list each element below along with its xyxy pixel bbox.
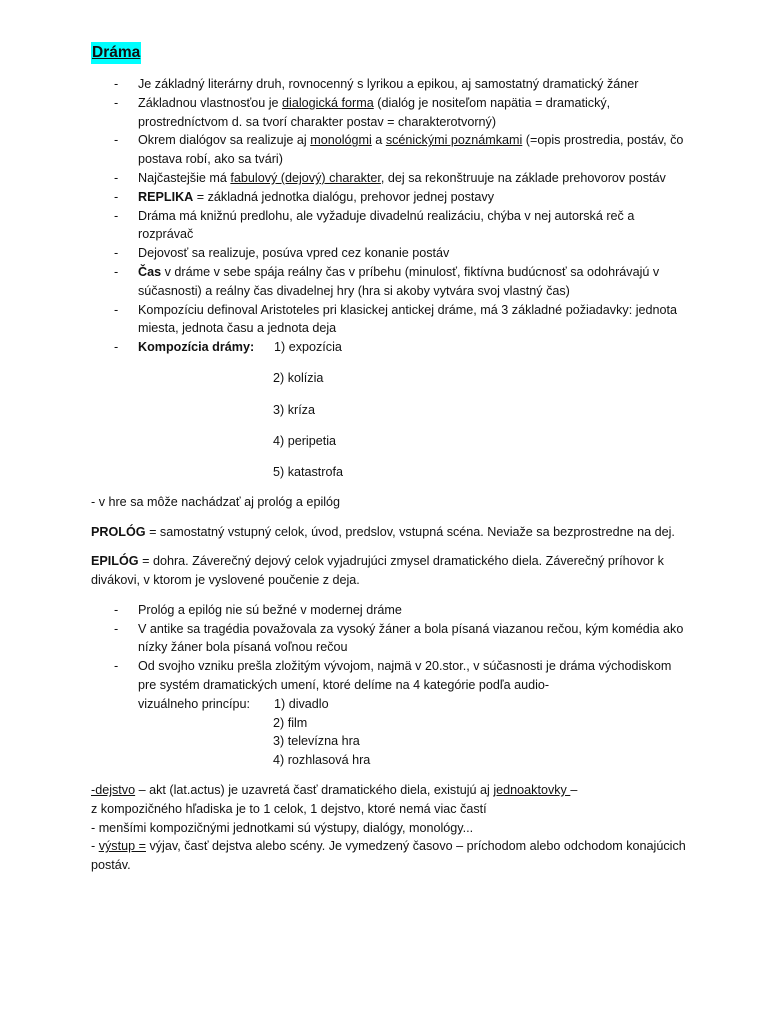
list-item: - V antike sa tragédia považovala za vysoký žáner a bola písaná viazanou rečou, kým komédia ako nízky žáner bola písaná voľnou rečou bbox=[91, 620, 691, 658]
prolog-definition: PROLÓG = samostatný vstupný celok, úvod, predslov, vstupná scéna. Neviaže sa bezprostredne na dej. bbox=[91, 524, 675, 539]
kompozicny-line: z kompozičného hľadiska je to 1 celok, 1 dejstvo, ktoré nemá viac častí bbox=[91, 801, 487, 816]
document-page bbox=[91, 40, 691, 875]
composition-step: 3) kríza bbox=[273, 402, 315, 417]
list-item: - Okrem dialógov sa realizuje aj monológmi a scénickými poznámkami (=opis prostredia, postáv, čo postava robí, ako sa tvári) bbox=[91, 131, 691, 169]
composition-step: 5) katastrofa bbox=[273, 464, 343, 479]
prolog-note: - v hre sa môže nachádzať aj prológ a epilóg bbox=[91, 494, 341, 509]
category-item: 1) divadlo bbox=[274, 696, 329, 711]
list-item: - Základnou vlastnosťou je dialogická forma (dialóg je nositeľom napätia = dramatický, prostredníctvom d. sa tvorí charakter postav = charakterotvorný) bbox=[91, 94, 691, 132]
list-item: - Od svojho vzniku prešla zložitým vývojom, najmä v 20.stor., v súčasnosti je dráma východiskom pre systém dramatických umení, ktoré delíme na 4 kategórie podľa audio- vizuálneho princípu: 1) divadlo bbox=[91, 657, 691, 713]
page-title: Dráma bbox=[91, 42, 141, 64]
dejstvo-definition: -dejstvo – akt (lat.actus) je uzavretá časť dramatického diela, existujú aj jednoaktovky – bbox=[91, 783, 578, 798]
category-list bbox=[273, 714, 691, 770]
composition-item bbox=[91, 338, 691, 357]
category-item: 3) televízna hra bbox=[273, 734, 360, 749]
category-item: 2) film bbox=[273, 715, 308, 730]
epilog-definition: EPILÓG = dohra. Záverečný dejový celok vyjadrujúci zmysel dramatického diela. Záverečný príhovor k divákovi, v ktorom je vyslovené poučenie z deja. bbox=[91, 554, 664, 588]
bullet-list-main bbox=[91, 75, 691, 357]
list-item: - Prológ a epilóg nie sú bežné v modernej dráme bbox=[91, 601, 691, 620]
composition-steps bbox=[273, 369, 691, 481]
bullet-list-secondary bbox=[91, 601, 691, 714]
vystup-definition: - výstup = výjav, časť dejstva alebo scény. Je vymedzený časovo – príchodom alebo odchodom konajúcich postáv. bbox=[91, 839, 686, 873]
composition-step: 4) peripetia bbox=[273, 433, 337, 448]
list-item: - Najčastejšie má fabulový (dejový) charakter, dej sa rekonštruuje na základe prehovorov postáv bbox=[91, 169, 691, 188]
list-item: - Čas v dráme v sebe spája reálny čas v príbehu (minulosť, fiktívna budúcnosť sa odohrávajú v súčasnosti) a reálny čas divadelnej hry (hra si akoby vytvára svoj vlastný čas) bbox=[91, 263, 691, 301]
composition-label: - Kompozícia drámy: bbox=[138, 340, 255, 355]
list-item: - Dejovosť sa realizuje, posúva vpred cez konanie postáv bbox=[91, 244, 691, 263]
list-item: - Kompozíciu definoval Aristoteles pri klasickej antickej dráme, má 3 základné požiadavky: jednota miesta, jednota času a jednota deja bbox=[91, 301, 691, 339]
list-item: - Dráma má knižnú predlohu, ale vyžaduje divadelnú realizáciu, chýba v nej autorská reč a rozprávač bbox=[91, 207, 691, 245]
list-item: - REPLIKA = základná jednotka dialógu, prehovor jednej postavy bbox=[91, 188, 691, 207]
audio-label: vizuálneho princípu: bbox=[138, 696, 251, 711]
composition-step: 1) expozícia bbox=[274, 340, 342, 355]
mensimi-line: - menšími kompozičnými jednotkami sú výstupy, dialógy, monológy... bbox=[91, 820, 474, 835]
list-item: - Je základný literárny druh, rovnocenný s lyrikou a epikou, aj samostatný dramatický žáner bbox=[91, 75, 691, 94]
category-item: 4) rozhlasová hra bbox=[273, 753, 371, 768]
composition-step: 2) kolízia bbox=[273, 371, 324, 386]
